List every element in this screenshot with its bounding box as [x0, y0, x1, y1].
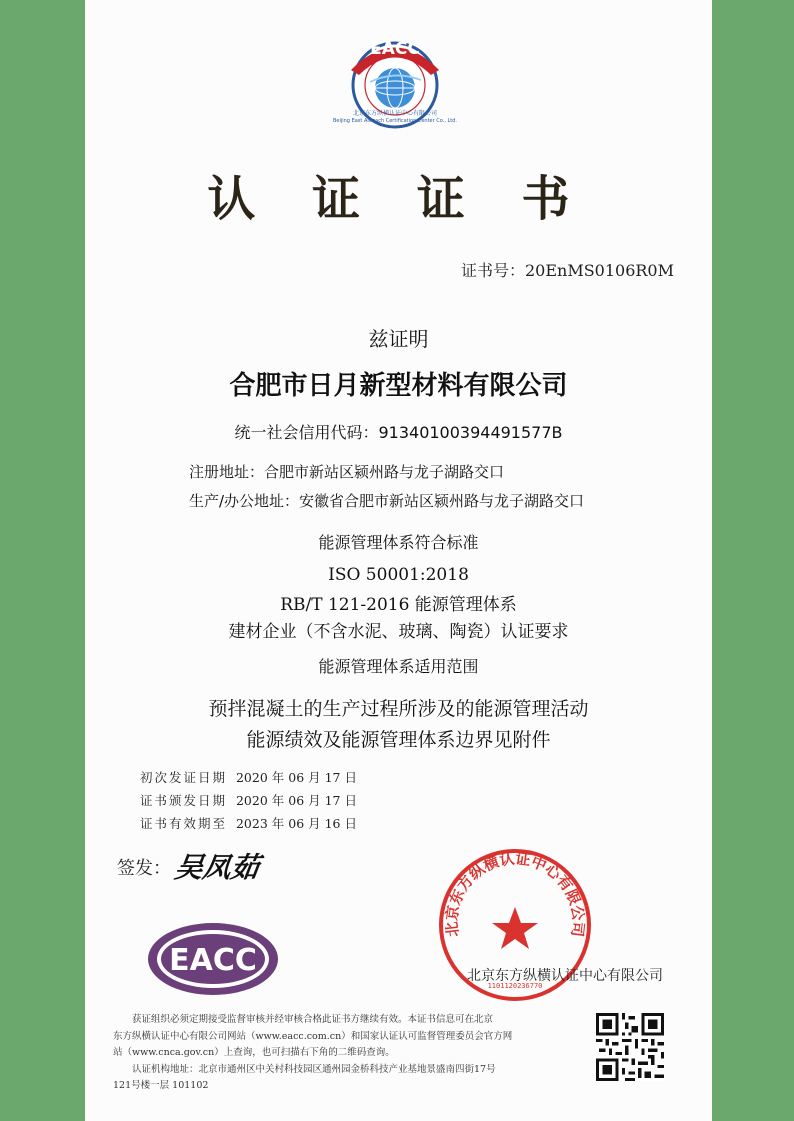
- certificate-page: [85, 0, 712, 1121]
- left-border-band: [0, 0, 85, 1121]
- standard-line: RB/T 121-2016 能源管理体系: [280, 595, 517, 615]
- right-border-band: [712, 0, 794, 1121]
- qr-code-icon[interactable]: [596, 1013, 664, 1081]
- footer-line: 认证机构地址：北京市通州区中关村科技园区通州园金桥科技产业基地景盛南四街17号: [132, 1063, 496, 1075]
- star-icon: [492, 907, 538, 949]
- date-value: 2020 年 06 月 17 日: [235, 770, 357, 785]
- svg-text:EACC: EACC: [370, 39, 420, 59]
- seal-organization-name: 北京东方纵横认证中心有限公司: [467, 968, 663, 984]
- credit-code: 统一社会信用代码：91340100394491577B: [234, 423, 563, 442]
- date-row-issued: [140, 791, 357, 809]
- date-value: 2020 年 06 月 17 日: [235, 793, 357, 808]
- date-label: 证书有效期至: [140, 816, 228, 831]
- registered-address: 注册地址：合肥市新站区颍州路与龙子湖路交口: [189, 463, 505, 481]
- scope-heading: 能源管理体系适用范围: [318, 657, 479, 676]
- standard-line: 建材企业（不含水泥、玻璃、陶瓷）认证要求: [228, 622, 569, 642]
- certificate-title: 认 证 证 书: [207, 171, 590, 227]
- logo-ring-english: Beijing East Allreach Certification Center Co., Ltd.: [332, 118, 458, 124]
- footer-line: 站（www.cnca.gov.cn）上查询，也可扫描右下角的二维码查询。: [113, 1047, 395, 1058]
- standard-line: ISO 50001:2018: [328, 565, 469, 585]
- date-row-expiry: [140, 814, 357, 832]
- eacc-top-logo: [325, 30, 465, 130]
- signature-label: 签发：: [117, 858, 171, 879]
- seal-number: 1101120236770: [487, 982, 543, 990]
- signature: 吴凤茹: [172, 851, 262, 884]
- standards-intro: 能源管理体系符合标准: [318, 533, 479, 552]
- date-value: 2023 年 06 月 16 日: [235, 816, 357, 831]
- date-row-initial: [140, 768, 357, 786]
- logo-ring-chinese: 北京东方纵横认证中心有限公司: [352, 110, 438, 117]
- footer-notice: [113, 1012, 568, 1095]
- svg-text:EACC: EACC: [169, 943, 257, 978]
- footer-line: 东方纵横认证中心有限公司网站（www.eacc.com.cn）和国家认证认可监督管理委员会官方网: [113, 1030, 513, 1042]
- scope-line: 预拌混凝土的生产过程所涉及的能源管理活动: [208, 698, 589, 720]
- date-label: 证书颁发日期: [140, 793, 228, 808]
- certificate-number: 证书号：20EnMS0106R0M: [460, 261, 674, 280]
- scope-line: 能源绩效及能源管理体系边界见附件: [246, 729, 551, 751]
- eacc-bottom-logo: [145, 920, 281, 998]
- date-label: 初次发证日期: [140, 770, 228, 785]
- office-address: 生产/办公地址：安徽省合肥市新站区颍州路与龙子湖路交口: [189, 492, 585, 510]
- company-name: 合肥市日月新型材料有限公司: [229, 371, 568, 401]
- seal-ring-text: 北京东方纵横认证中心有限公司: [442, 849, 588, 938]
- footer-line: 获证组织必须定期接受监督审核并经审核合格此证书方继续有效。本证书信息可在北京: [132, 1014, 494, 1025]
- footer-line: 121号楼一层 101102: [113, 1080, 209, 1091]
- hereby-certify: 兹证明: [368, 327, 429, 351]
